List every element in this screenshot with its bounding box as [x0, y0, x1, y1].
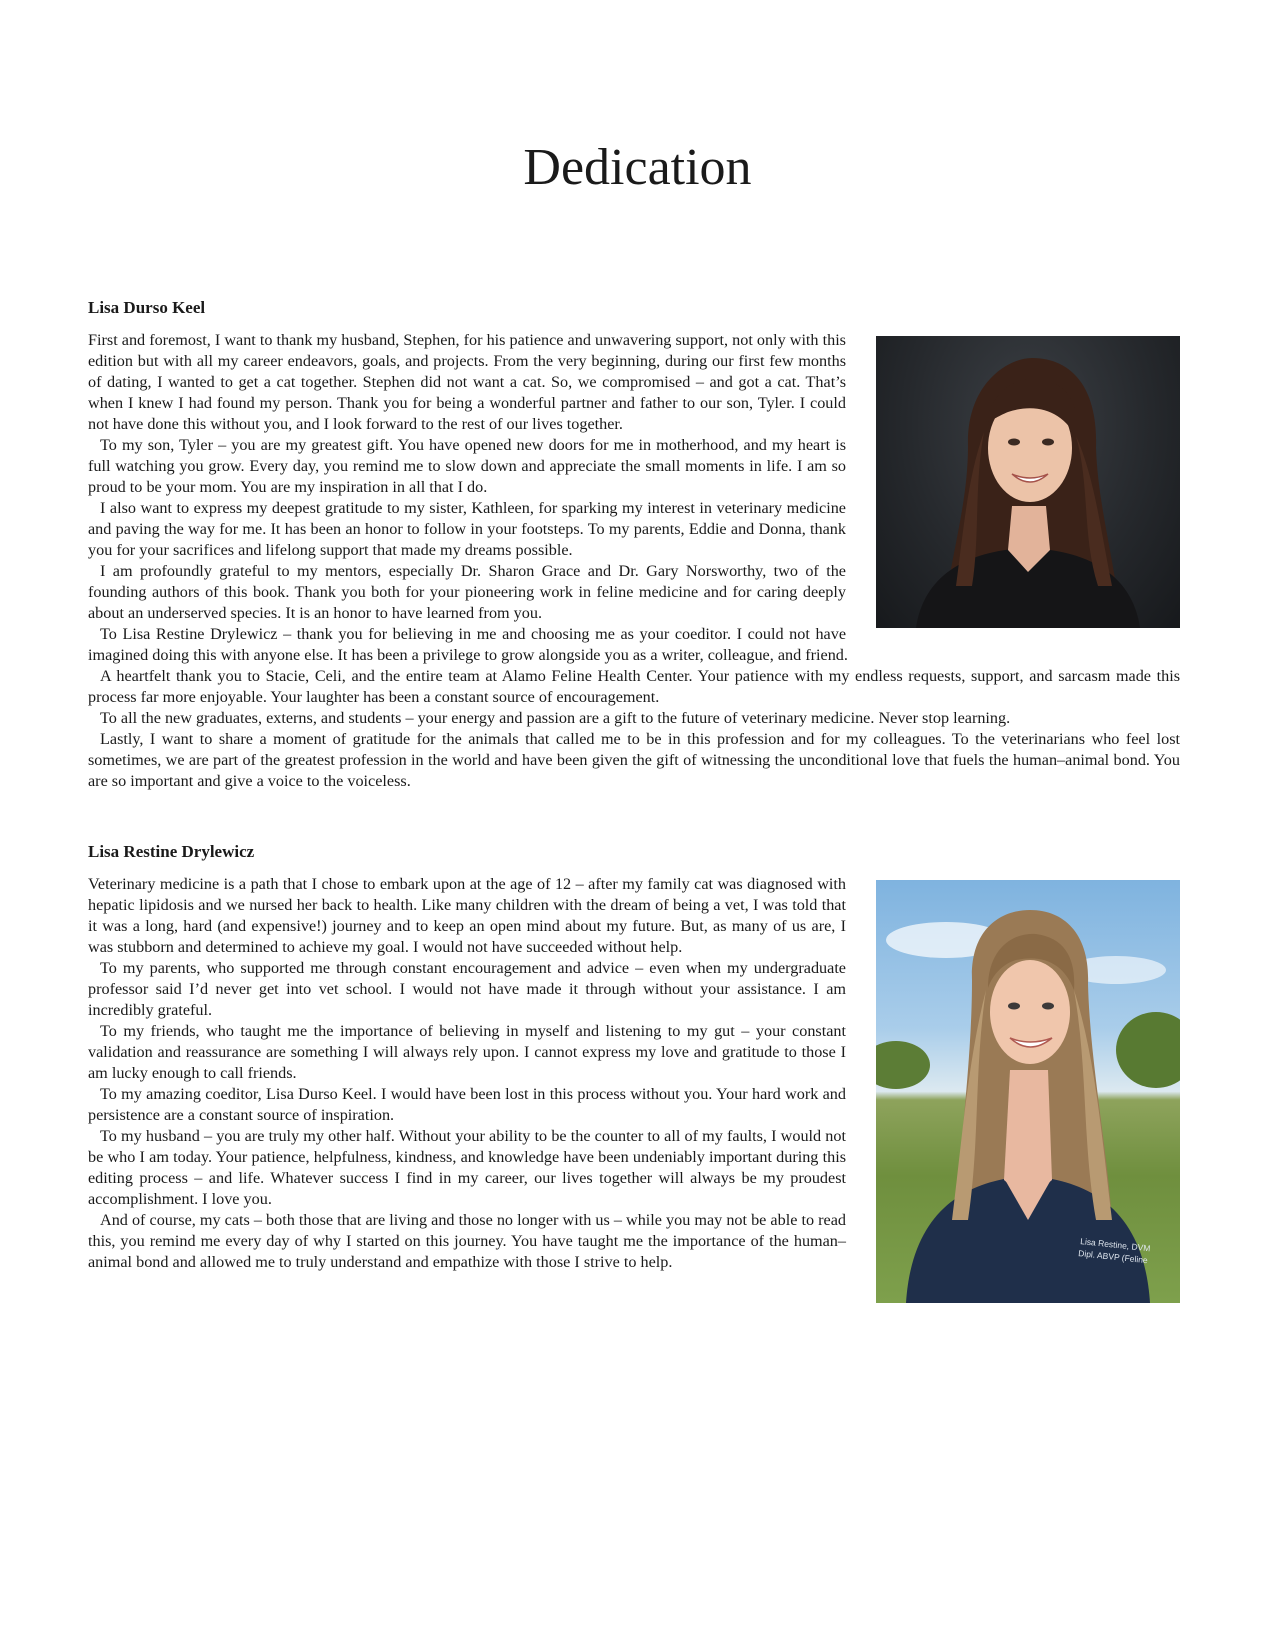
paragraph: I am profoundly grateful to my mentors, especially Dr. Sharon Grace and Dr. Gary Norsworthy, two of the founding authors of this book. Thank you both for your pioneering work in feline medicine and for caring deeply about an underserved species. It is an honor to have learned from you. — [88, 562, 846, 622]
dedication-section-keel — [88, 298, 1180, 792]
dedication-section-drylewicz — [88, 842, 1180, 1311]
section-body-drylewicz — [88, 874, 1180, 1273]
scrub-title-text: Dipl. ABVP (Feline — [1077, 1248, 1149, 1266]
scrub-name-text: Lisa Restine, DVM — [1079, 1236, 1151, 1254]
paragraph: To my parents, who supported me through constant encouragement and advice – even when my undergraduate professor said I’d never get into vet school. I would not have made it through without your assistance. I am incredibly grateful. — [88, 959, 846, 1019]
paragraph: A heartfelt thank you to Stacie, Celi, and the entire team at Alamo Feline Health Center. Your patience with my endless requests, support, and sarcasm made this process far more enjoyable. Your laughter has been a constant source of encouragement. — [88, 667, 1180, 706]
paragraph: First and foremost, I want to thank my husband, Stephen, for his patience and unwavering support, not only with this edition but with all my career endeavors, goals, and projects. From the very beginning, during our first few months of dating, I wanted to get a cat together. Stephen did not want a cat. So, we compromised – and got a cat. That’s when I knew I had found my person. Thank you for being a wonderful partner and father to our son, Tyler. I could not have done this without you, and I look forward to the rest of our lives together. — [88, 331, 846, 433]
paragraph: To my son, Tyler – you are my greatest gift. You have opened new doors for me in motherhood, and my heart is full watching you grow. Every day, you remind me to slow down and appreciate the small moments in life. I am so proud to be your mom. You are my inspiration in all that I do. — [88, 436, 846, 496]
section-heading-keel: Lisa Durso Keel — [88, 298, 206, 317]
paragraph: Veterinary medicine is a path that I chose to embark upon at the age of 12 – after my family cat was diagnosed with hepatic lipidosis and we nursed her back to health. Like many children with the dream of being a vet, I was told that it was a long, hard (and expensive!) journey and to keep an open mind about my future. But, as many of us are, I was stubborn and determined to achieve my goal. I would not have succeeded without help. — [88, 875, 846, 956]
paragraph: To my husband – you are truly my other half. Without your ability to be the counter to all of my faults, I would not be who I am today. Your patience, helpfulness, kindness, and knowledge have been undeniably important during this editing process – and life. Whatever success I find in my career, our lives together will always be my proudest accomplishment. I love you. — [88, 1127, 846, 1208]
paragraph: I also want to express my deepest gratitude to my sister, Kathleen, for sparking my interest in veterinary medicine and paving the way for me. It has been an honor to follow in your footsteps. To my parents, Eddie and Donna, thank you for your sacrifices and lifelong support that made my dreams possible. — [88, 499, 846, 559]
paragraph: To Lisa Restine Drylewicz – thank you for believing in me and choosing me as your coeditor. I could not have imagined doing this with anyone else. It has been a privilege to grow alongside you as a writer, colleague, and friend. — [88, 625, 848, 664]
paragraph: To all the new graduates, externs, and students – your energy and passion are a gift to the future of veterinary medicine. Never stop learning. — [100, 709, 1011, 727]
page-title: Dedication — [523, 139, 752, 196]
paragraph: Lastly, I want to share a moment of gratitude for the animals that called me to be in this profession and for my colleagues. To the veterinarians who feel lost sometimes, we are part of the greatest profession in the world and have been given the gift of witnessing the unconditional love that fuels the human–animal bond. You are so important and give a voice to the voiceless. — [88, 730, 1180, 790]
paragraph: To my friends, who taught me the importance of believing in myself and listening to my gut – your constant validation and reassurance are something I will always rely upon. I cannot express my love and gratitude to those I am lucky enough to call friends. — [88, 1022, 846, 1082]
paragraph: To my amazing coeditor, Lisa Durso Keel. I would have been lost in this process without you. Your hard work and persistence are a constant source of inspiration. — [88, 1085, 846, 1124]
portrait-photo-drylewicz — [876, 880, 1180, 1303]
paragraph: And of course, my cats – both those that are living and those no longer with us – while you may not be able to read this, you remind me every day of why I started on this journey. You have taught me the importance of the human–animal bond and allowed me to truly understand and empathize with those I strive to help. — [88, 1211, 846, 1271]
portrait-illustration-keel — [876, 336, 1180, 628]
portrait-photo-keel — [876, 336, 1180, 628]
section-body-keel — [88, 330, 1180, 792]
section-heading-drylewicz: Lisa Restine Drylewicz — [88, 842, 255, 861]
portrait-illustration-drylewicz — [876, 880, 1180, 1303]
